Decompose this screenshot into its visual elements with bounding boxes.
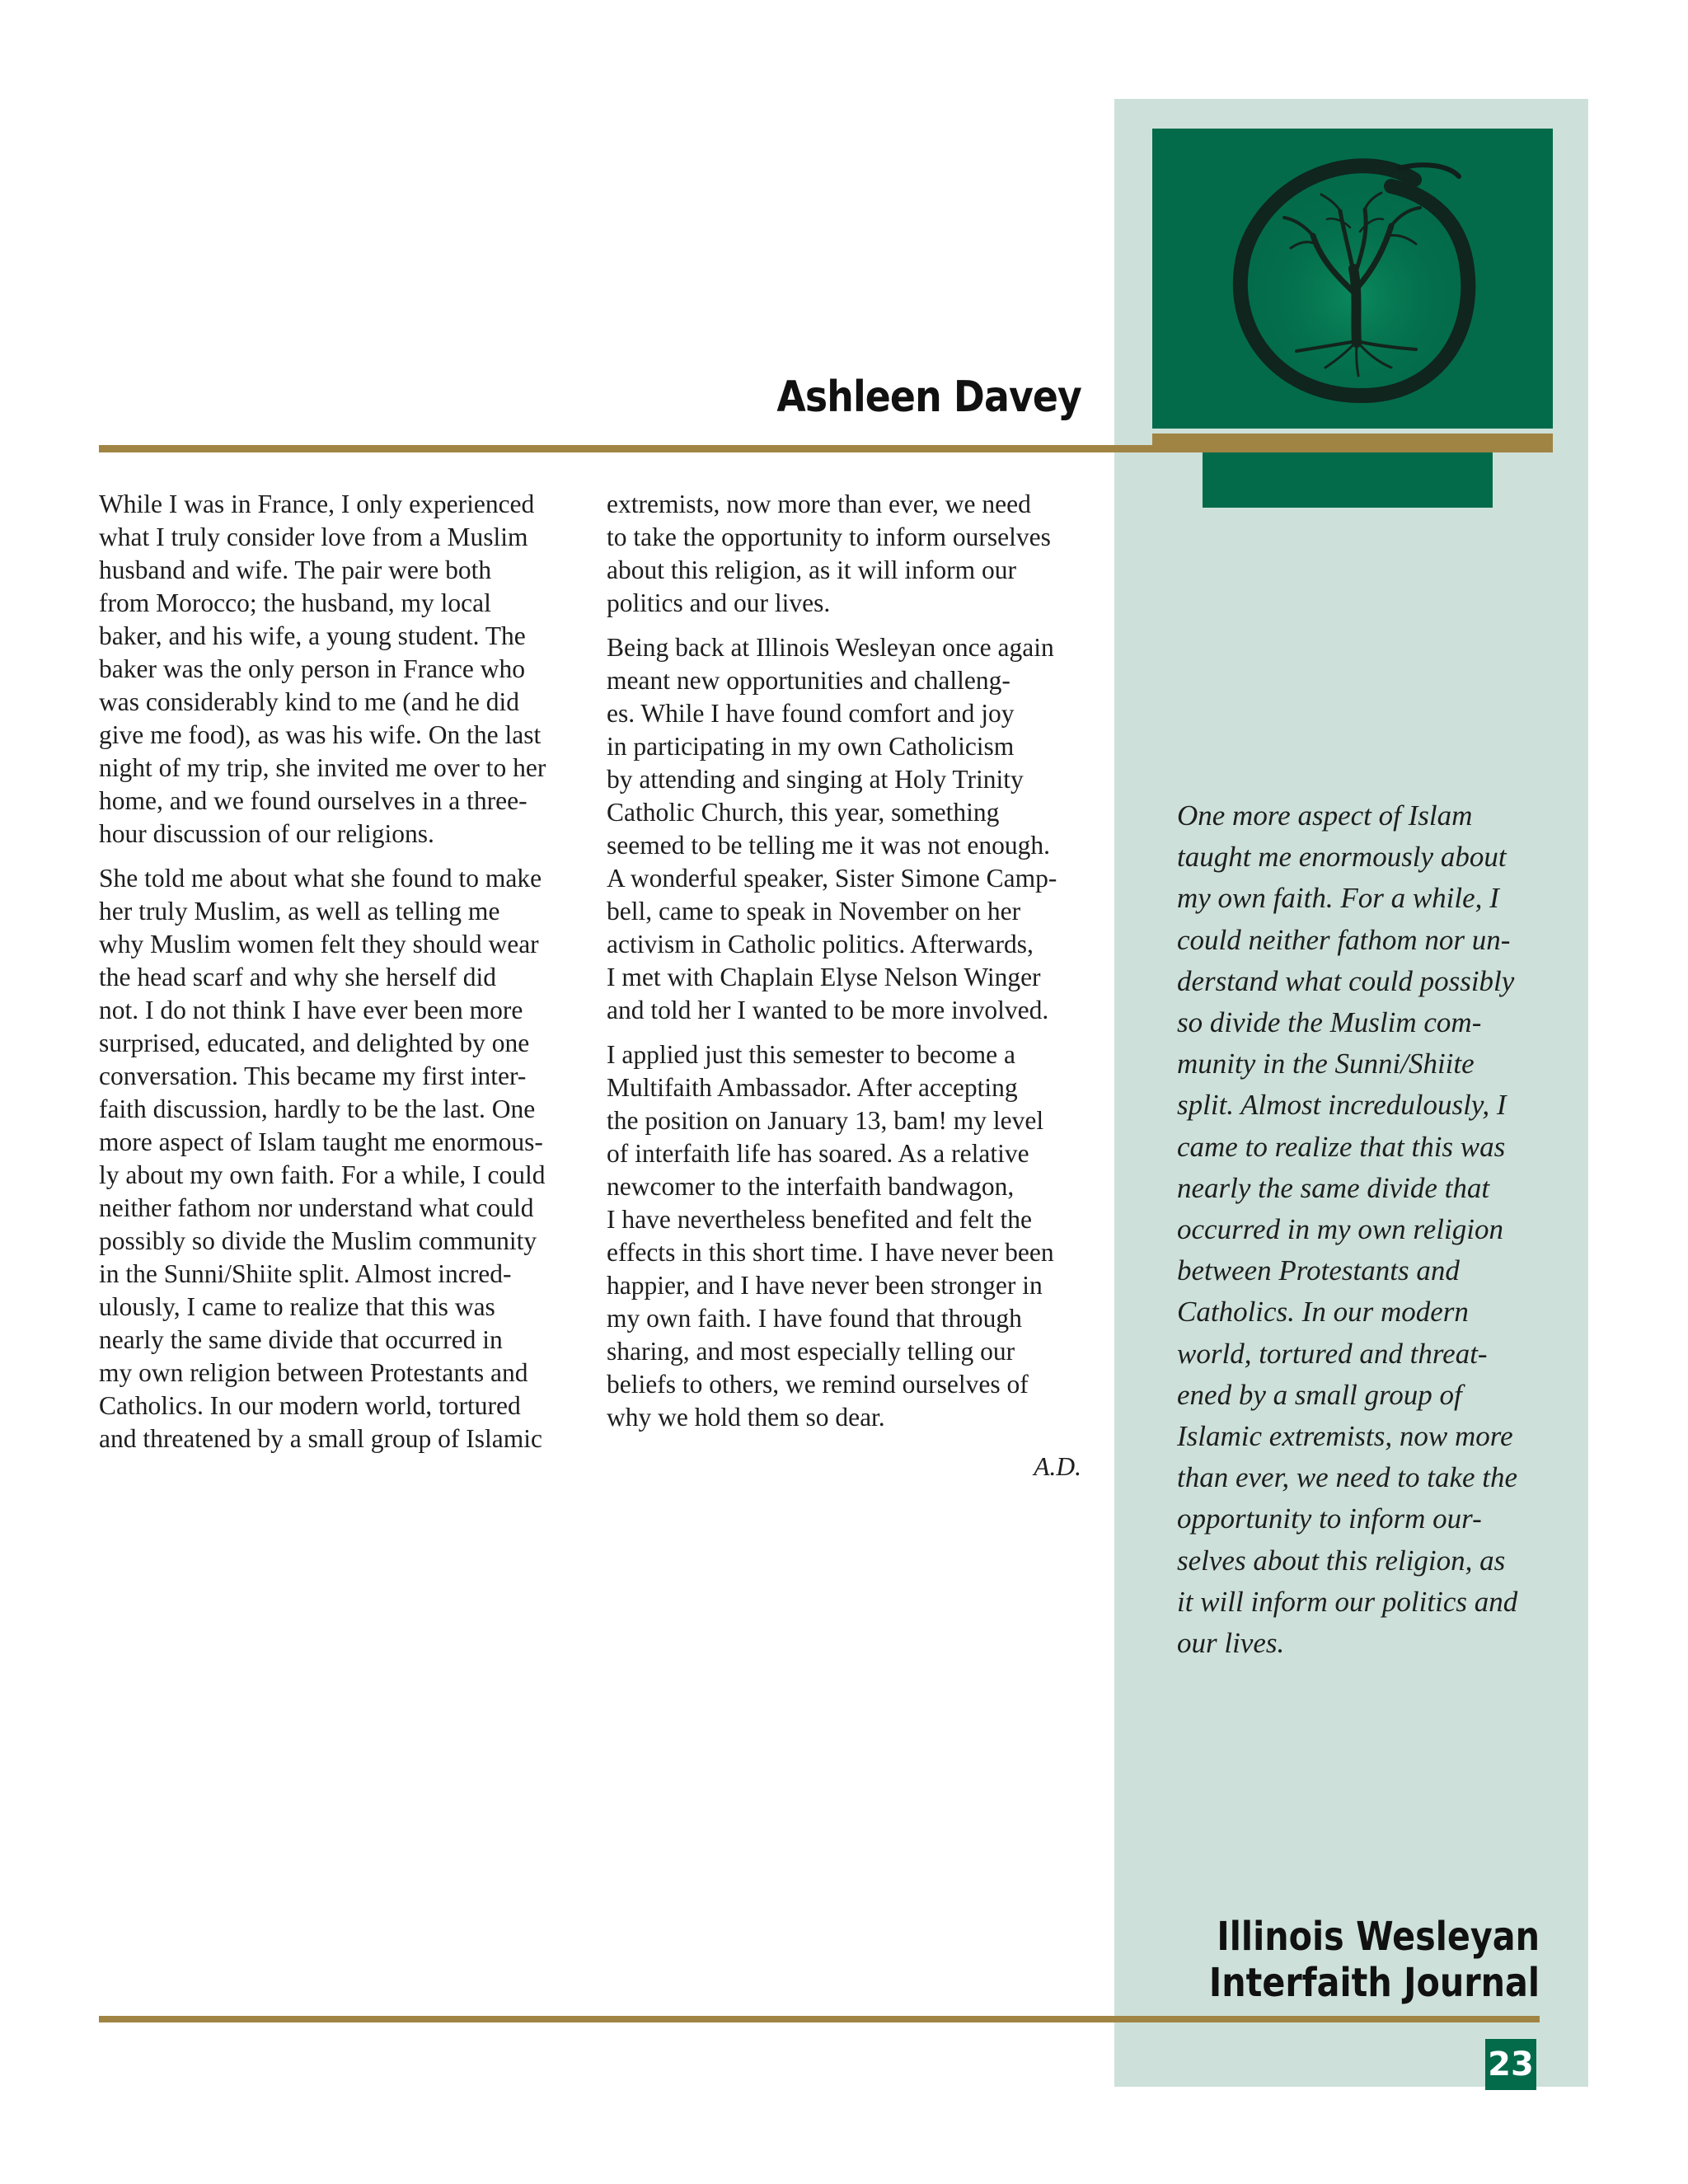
quote-line: Catholics. In our modern bbox=[1177, 1296, 1469, 1329]
article-column-1 bbox=[99, 488, 577, 1467]
text-line: Catholic Church, this year, something bbox=[607, 798, 1000, 827]
text-line: happier, and I have never been stronger in bbox=[607, 1271, 1043, 1300]
text-line: hour discussion of our religions. bbox=[99, 819, 434, 848]
text-line: neither fathom nor understand what could bbox=[99, 1193, 534, 1222]
text-line: in participating in my own Catholicism bbox=[607, 732, 1015, 761]
quote-line: it will inform our politics and bbox=[1177, 1585, 1518, 1618]
text-line: baker was the only person in France who bbox=[99, 654, 525, 683]
author-name: Ashleen Davey bbox=[776, 373, 1081, 422]
text-line: and told her I wanted to be more involved. bbox=[607, 996, 1049, 1024]
text-line: sharing, and most especially telling our bbox=[607, 1337, 1015, 1366]
text-line: what I truly consider love from a Muslim bbox=[99, 523, 528, 551]
journal-title-line: Illinois Wesleyan bbox=[1217, 1914, 1540, 1960]
quote-line: opportunity to inform our- bbox=[1177, 1502, 1482, 1535]
green-tab bbox=[1203, 452, 1493, 508]
text-line: why we hold them so dear. bbox=[607, 1403, 885, 1432]
journal-title bbox=[1179, 1914, 1540, 2006]
page-number: 23 bbox=[1485, 2039, 1536, 2090]
text-line: faith discussion, hardly to be the last. One bbox=[99, 1094, 536, 1123]
quote-line: selves about this religion, as bbox=[1177, 1544, 1506, 1577]
quote-line: could neither fathom nor un- bbox=[1177, 923, 1511, 956]
text-line: While I was in France, I only experienced bbox=[99, 490, 535, 518]
quote-line: nearly the same divide that bbox=[1177, 1171, 1490, 1204]
quote-line: came to realize that this was bbox=[1177, 1130, 1506, 1163]
text-line: night of my trip, she invited me over to her bbox=[99, 753, 546, 782]
text-line: newcomer to the interfaith bandwagon, bbox=[607, 1172, 1015, 1201]
text-line: give me food), as was his wife. On the last bbox=[99, 720, 542, 749]
text-line: why Muslim women felt they should wear bbox=[99, 930, 539, 958]
text-line: of interfaith life has soared. As a relative bbox=[607, 1139, 1029, 1168]
text-line: more aspect of Islam taught me enormous- bbox=[99, 1127, 543, 1156]
quote-line: Islamic extremists, now more bbox=[1177, 1420, 1513, 1453]
quote-line: taught me enormously about bbox=[1177, 841, 1507, 874]
author-initials: A.D. bbox=[1034, 1452, 1081, 1481]
text-line: her truly Muslim, as well as telling me bbox=[99, 897, 500, 926]
text-line: Multifaith Ambassador. After accepting bbox=[607, 1073, 1018, 1102]
tree-in-circle-icon bbox=[1152, 129, 1553, 429]
text-line: possibly so divide the Muslim community bbox=[99, 1226, 537, 1255]
text-line: home, and we found ourselves in a three- bbox=[99, 786, 528, 815]
text-line: conversation. This became my first inter- bbox=[99, 1062, 527, 1090]
text-line: ly about my own faith. For a while, I could bbox=[99, 1160, 546, 1189]
text-line: Catholics. In our modern world, tortured bbox=[99, 1391, 521, 1420]
logo-box bbox=[1152, 129, 1553, 429]
paragraph bbox=[99, 862, 577, 1455]
text-line: about this religion, as it will inform our bbox=[607, 555, 1016, 584]
journal-title-line: Interfaith Journal bbox=[1208, 1960, 1540, 2006]
text-line: my own faith. I have found that through bbox=[607, 1304, 1022, 1333]
paragraph bbox=[607, 488, 1085, 620]
text-line: baker, and his wife, a young student. The bbox=[99, 621, 526, 650]
text-line: I applied just this semester to become a bbox=[607, 1040, 1015, 1069]
text-line: not. I do not think I have ever been more bbox=[99, 996, 523, 1024]
quote-line: world, tortured and threat- bbox=[1177, 1337, 1488, 1370]
text-line: beliefs to others, we remind ourselves of bbox=[607, 1370, 1029, 1399]
text-line: bell, came to speak in November on her bbox=[607, 897, 1021, 926]
text-line: extremists, now more than ever, we need bbox=[607, 490, 1031, 518]
text-line: She told me about what she found to make bbox=[99, 864, 542, 893]
quote-line: munity in the Sunni/Shiite bbox=[1177, 1047, 1475, 1080]
text-line: Being back at Illinois Wesleyan once again bbox=[607, 633, 1054, 662]
text-line: activism in Catholic politics. Afterwards, bbox=[607, 930, 1034, 958]
text-line: to take the opportunity to inform ourselves bbox=[607, 523, 1051, 551]
quote-line: between Protestants and bbox=[1177, 1254, 1460, 1287]
quote-line: derstand what could possibly bbox=[1177, 964, 1515, 997]
article-column-2 bbox=[607, 488, 1085, 1446]
text-line: was considerably kind to me (and he did bbox=[99, 687, 519, 716]
text-line: I met with Chaplain Elyse Nelson Winger bbox=[607, 963, 1041, 991]
text-line: and threatened by a small group of Islamic bbox=[99, 1424, 542, 1453]
text-line: surprised, educated, and delighted by one bbox=[99, 1029, 530, 1057]
text-line: the head scarf and why she herself did bbox=[99, 963, 496, 991]
text-line: by attending and singing at Holy Trinity bbox=[607, 765, 1024, 794]
text-line: A wonderful speaker, Sister Simone Camp- bbox=[607, 864, 1057, 893]
pull-quote bbox=[1177, 795, 1573, 1664]
quote-line: than ever, we need to take the bbox=[1177, 1461, 1518, 1494]
paragraph bbox=[607, 1038, 1085, 1434]
quote-line: so divide the Muslim com- bbox=[1177, 1006, 1482, 1039]
paragraph bbox=[607, 631, 1085, 1027]
text-line: ulously, I came to realize that this was bbox=[99, 1292, 495, 1321]
text-line: I have nevertheless benefited and felt the bbox=[607, 1205, 1033, 1234]
quote-line: our lives. bbox=[1177, 1627, 1285, 1660]
footer-rule bbox=[99, 2016, 1540, 2022]
quote-line: ened by a small group of bbox=[1177, 1378, 1462, 1411]
text-line: politics and our lives. bbox=[607, 588, 831, 617]
text-line: my own religion between Protestants and bbox=[99, 1358, 528, 1387]
text-line: nearly the same divide that occurred in bbox=[99, 1325, 503, 1354]
text-line: seemed to be telling me it was not enough. bbox=[607, 831, 1051, 860]
text-line: effects in this short time. I have never been bbox=[607, 1238, 1054, 1267]
quote-line: occurred in my own religion bbox=[1177, 1213, 1503, 1246]
text-line: in the Sunni/Shiite split. Almost incred- bbox=[99, 1259, 512, 1288]
text-line: husband and wife. The pair were both bbox=[99, 555, 492, 584]
paragraph bbox=[99, 488, 577, 851]
text-line: es. While I have found comfort and joy bbox=[607, 699, 1015, 728]
quote-line: One more aspect of Islam bbox=[1177, 799, 1473, 832]
text-line: from Morocco; the husband, my local bbox=[99, 588, 491, 617]
quote-line: my own faith. For a while, I bbox=[1177, 882, 1499, 915]
quote-line: split. Almost incredulously, I bbox=[1177, 1089, 1507, 1122]
header-rule bbox=[99, 445, 1553, 452]
text-line: the position on January 13, bam! my level bbox=[607, 1106, 1044, 1135]
text-line: meant new opportunities and challeng- bbox=[607, 666, 1010, 695]
